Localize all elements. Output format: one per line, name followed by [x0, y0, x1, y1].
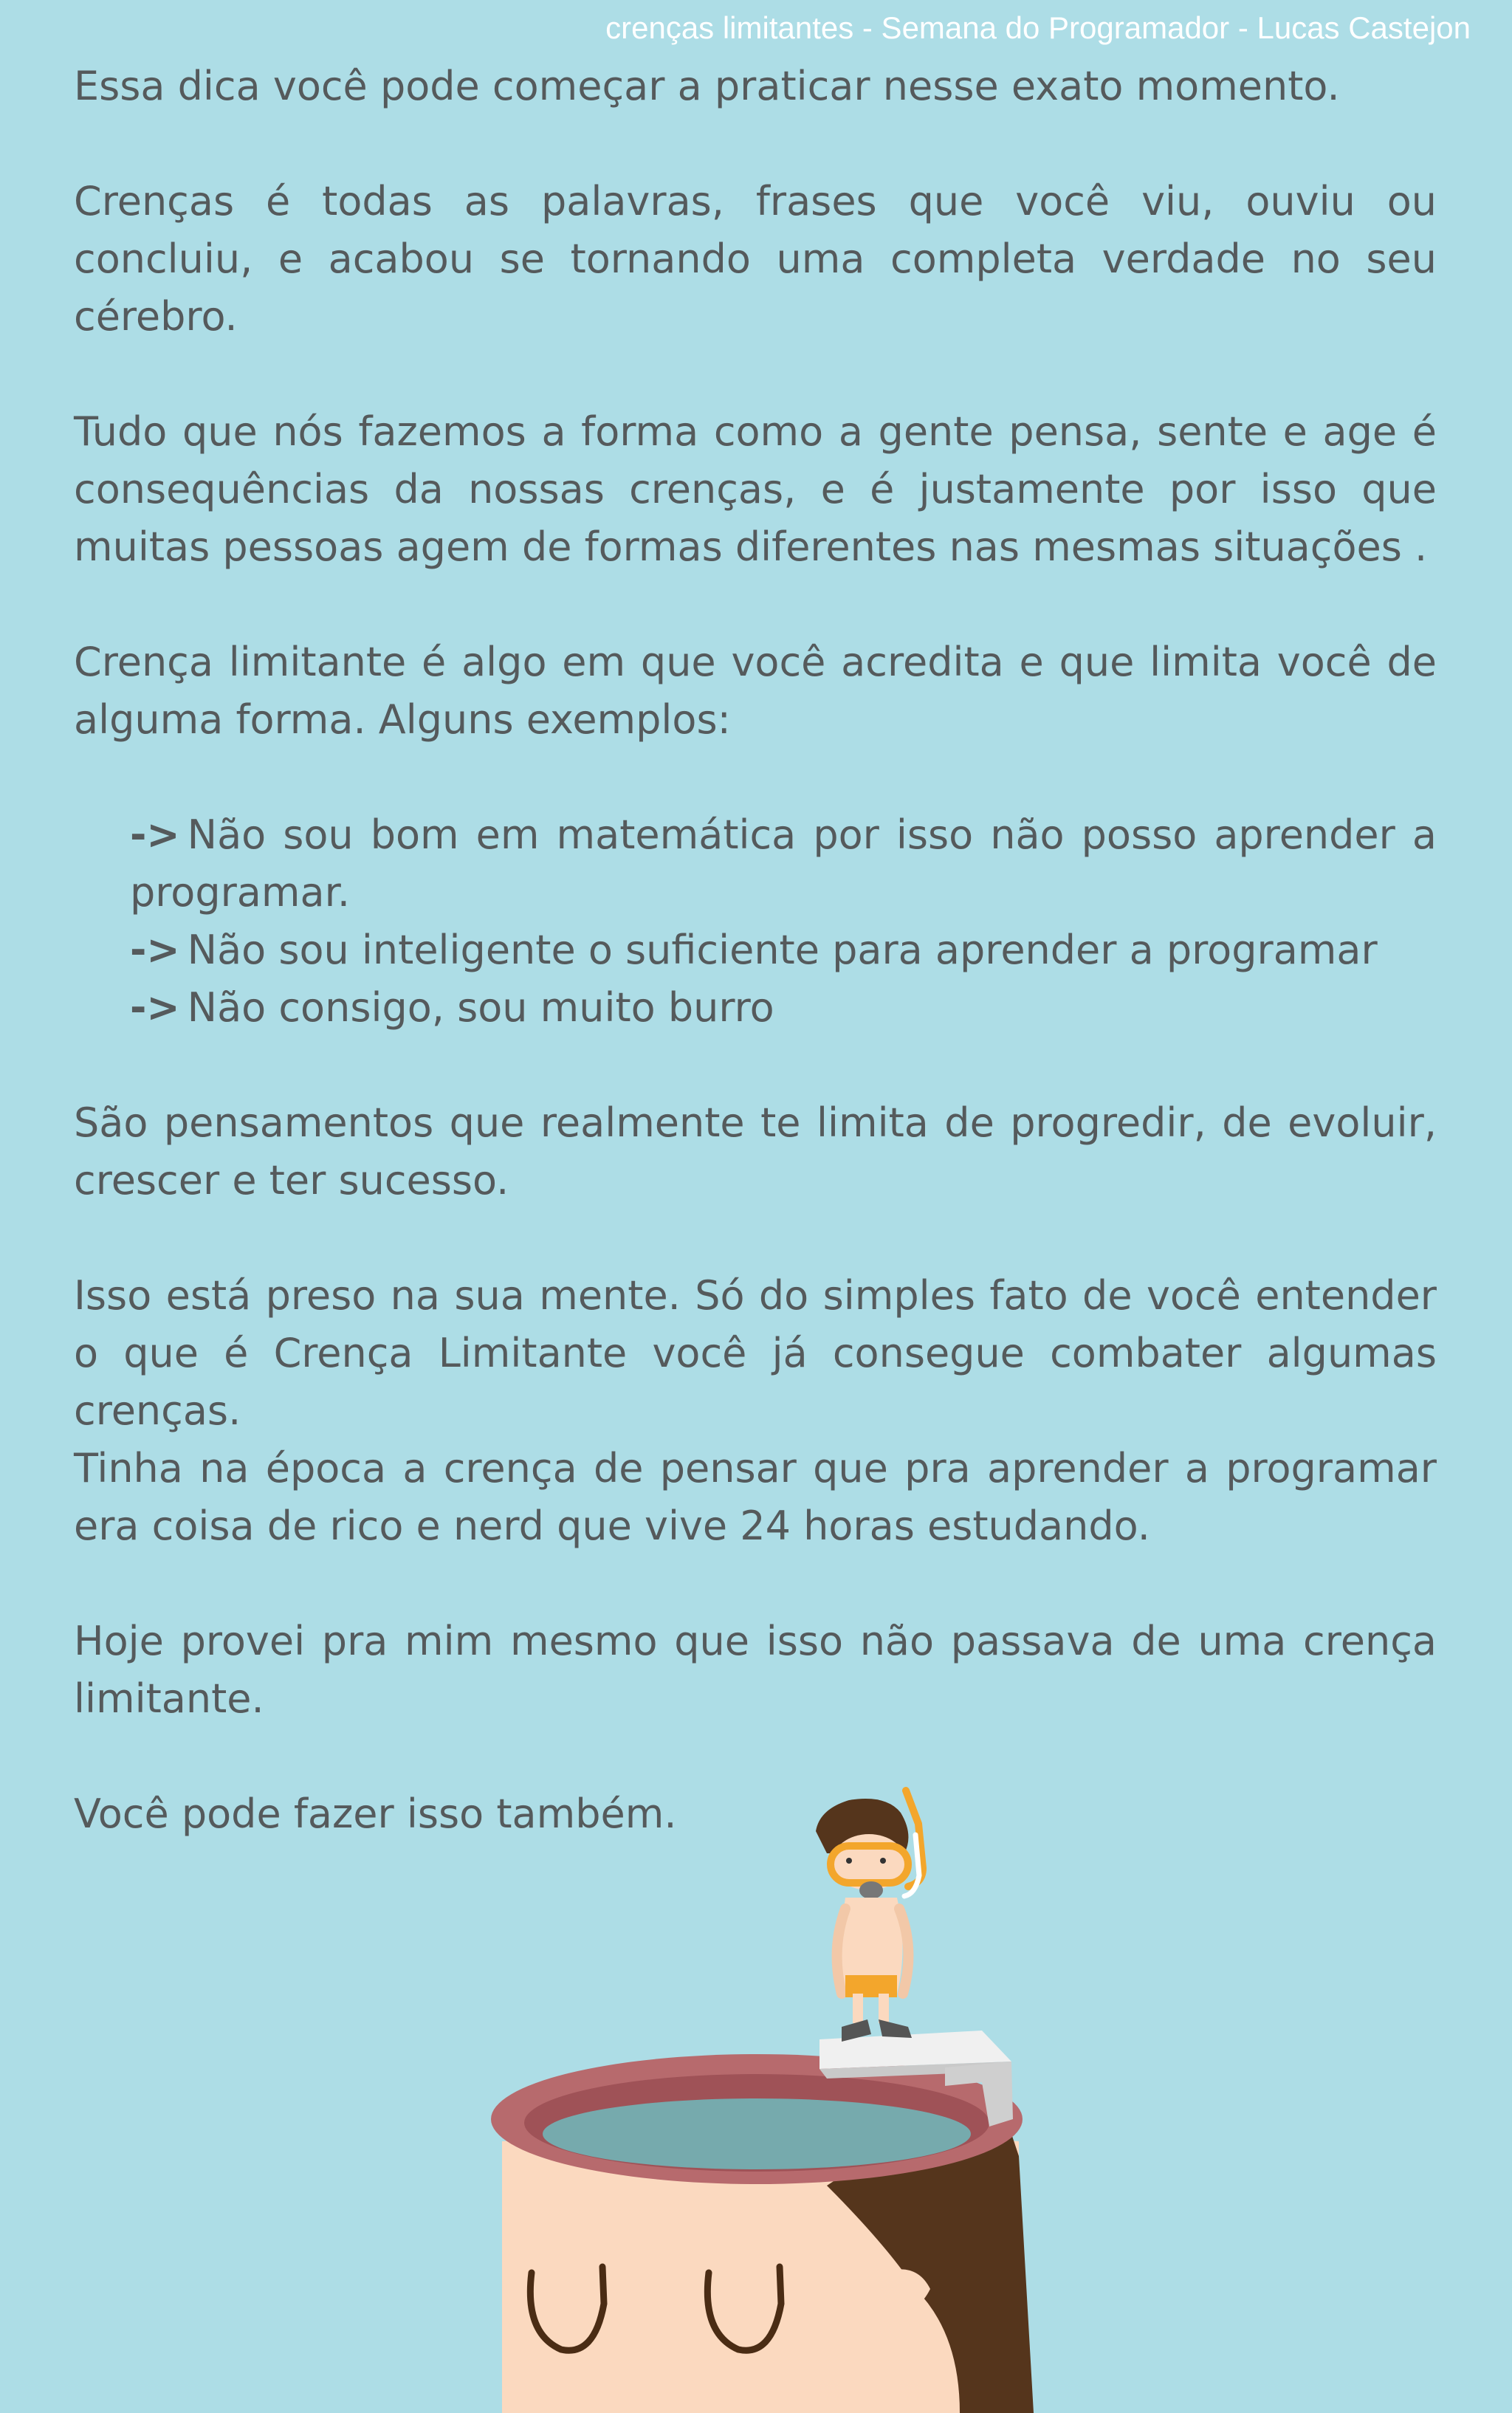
- diver-figure: [816, 1791, 923, 2042]
- list-item-text: Não sou bom em matemática por isso não posso aprender a programar.: [130, 811, 1437, 916]
- arrow-icon: ->: [130, 984, 180, 1031]
- paragraph-you-can: Você pode fazer isso também.: [74, 1791, 677, 1837]
- paragraph-mind: Isso está preso na sua mente. Só do simples fato de você entender o que é Crença Limitante você já consegue combater algumas crenças.: [74, 1272, 1437, 1434]
- diver-on-head-illustration: [472, 1772, 1063, 2413]
- arrow-icon: ->: [130, 811, 180, 858]
- list-item: [130, 921, 1437, 979]
- list-item-text: Não sou inteligente o suficiente para aprender a programar: [187, 927, 1378, 973]
- arrow-icon: ->: [130, 927, 180, 973]
- examples-list: [130, 806, 1437, 1037]
- paragraph-definition: Crenças é todas as palavras, frases que você viu, ouviu ou concluiu, e acabou se tornando uma completa verdade no seu cérebro.: [74, 178, 1437, 340]
- diver-mouthpiece: [859, 1881, 883, 1899]
- list-item: [130, 806, 1437, 921]
- paragraph-consequences: Tudo que nós fazemos a forma como a gente pensa, sente e age é consequências da nossas crenças, e é justamente por isso que muitas pessoas agem de formas diferentes nas mesmas situações .: [74, 408, 1437, 570]
- list-item-text: Não consigo, sou muito burro: [187, 984, 774, 1031]
- list-item: [130, 979, 1437, 1037]
- paragraph-thoughts: São pensamentos que realmente te limita de progredir, de evoluir, crescer e ter sucesso.: [74, 1099, 1437, 1204]
- paragraph-past-belief: Tinha na época a crença de pensar que pra aprender a programar era coisa de rico e nerd que vive 24 horas estudando.: [74, 1445, 1437, 1549]
- water-pool: [543, 2098, 971, 2169]
- paragraph-proved: Hoje provei pra mim mesmo que isso não passava de uma crença limitante.: [74, 1618, 1437, 1722]
- head-figure: [491, 2054, 1034, 2413]
- paragraph-limiting-belief: Crença limitante é algo em que você acredita e que limita você de alguma forma. Alguns exemplos:: [74, 639, 1437, 743]
- diver-flipper-right: [879, 2019, 912, 2038]
- document-body: [74, 58, 1437, 1843]
- paragraph-intro: Essa dica você pode começar a praticar nesse exato momento.: [74, 63, 1340, 109]
- page-header-title: crenças limitantes - Semana do Programador - Lucas Castejon: [605, 10, 1471, 45]
